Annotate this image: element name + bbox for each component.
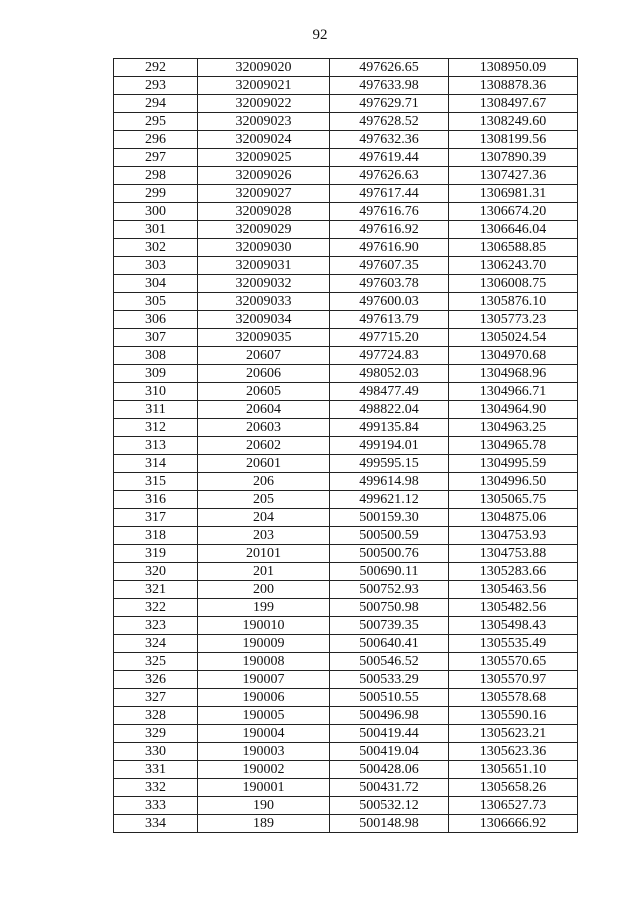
x-coordinate-cell: 497600.03 — [330, 293, 449, 311]
point-id-cell: 20604 — [198, 401, 330, 419]
x-coordinate-cell: 500532.12 — [330, 797, 449, 815]
y-coordinate-cell: 1306588.85 — [449, 239, 578, 257]
table-row — [114, 239, 578, 257]
x-coordinate-cell: 497616.92 — [330, 221, 449, 239]
y-coordinate-cell: 1305535.49 — [449, 635, 578, 653]
table-row — [114, 527, 578, 545]
row-index-cell: 310 — [114, 383, 198, 401]
x-coordinate-cell: 500500.59 — [330, 527, 449, 545]
y-coordinate-cell: 1305482.56 — [449, 599, 578, 617]
table-row — [114, 401, 578, 419]
point-id-cell: 32009028 — [198, 203, 330, 221]
table-row — [114, 365, 578, 383]
x-coordinate-cell: 500690.11 — [330, 563, 449, 581]
x-coordinate-cell: 497607.35 — [330, 257, 449, 275]
table-row — [114, 293, 578, 311]
row-index-cell: 329 — [114, 725, 198, 743]
table-row — [114, 815, 578, 833]
x-coordinate-cell: 497613.79 — [330, 311, 449, 329]
table-row — [114, 617, 578, 635]
table-row — [114, 113, 578, 131]
table-row — [114, 275, 578, 293]
row-index-cell: 326 — [114, 671, 198, 689]
point-id-cell: 190003 — [198, 743, 330, 761]
point-id-cell: 32009031 — [198, 257, 330, 275]
y-coordinate-cell: 1305570.97 — [449, 671, 578, 689]
table-row — [114, 491, 578, 509]
row-index-cell: 301 — [114, 221, 198, 239]
point-id-cell: 20606 — [198, 365, 330, 383]
table-row — [114, 131, 578, 149]
point-id-cell: 32009030 — [198, 239, 330, 257]
row-index-cell: 327 — [114, 689, 198, 707]
row-index-cell: 320 — [114, 563, 198, 581]
y-coordinate-cell: 1304875.06 — [449, 509, 578, 527]
point-id-cell: 190006 — [198, 689, 330, 707]
y-coordinate-cell: 1304965.78 — [449, 437, 578, 455]
x-coordinate-cell: 497616.90 — [330, 239, 449, 257]
row-index-cell: 317 — [114, 509, 198, 527]
row-index-cell: 306 — [114, 311, 198, 329]
y-coordinate-cell: 1304966.71 — [449, 383, 578, 401]
y-coordinate-cell: 1308878.36 — [449, 77, 578, 95]
y-coordinate-cell: 1306674.20 — [449, 203, 578, 221]
row-index-cell: 292 — [114, 59, 198, 77]
table-row — [114, 599, 578, 617]
row-index-cell: 315 — [114, 473, 198, 491]
row-index-cell: 307 — [114, 329, 198, 347]
y-coordinate-cell: 1304995.59 — [449, 455, 578, 473]
row-index-cell: 313 — [114, 437, 198, 455]
row-index-cell: 322 — [114, 599, 198, 617]
y-coordinate-cell: 1304963.25 — [449, 419, 578, 437]
table-row — [114, 581, 578, 599]
table-row — [114, 725, 578, 743]
x-coordinate-cell: 497626.63 — [330, 167, 449, 185]
point-id-cell: 32009033 — [198, 293, 330, 311]
y-coordinate-cell: 1304996.50 — [449, 473, 578, 491]
y-coordinate-cell: 1305578.68 — [449, 689, 578, 707]
point-id-cell: 20607 — [198, 347, 330, 365]
y-coordinate-cell: 1308249.60 — [449, 113, 578, 131]
x-coordinate-cell: 500500.76 — [330, 545, 449, 563]
row-index-cell: 314 — [114, 455, 198, 473]
row-index-cell: 325 — [114, 653, 198, 671]
table-row — [114, 563, 578, 581]
point-id-cell: 32009035 — [198, 329, 330, 347]
point-id-cell: 20601 — [198, 455, 330, 473]
x-coordinate-cell: 499194.01 — [330, 437, 449, 455]
row-index-cell: 331 — [114, 761, 198, 779]
x-coordinate-cell: 498822.04 — [330, 401, 449, 419]
x-coordinate-cell: 497632.36 — [330, 131, 449, 149]
point-id-cell: 200 — [198, 581, 330, 599]
row-index-cell: 324 — [114, 635, 198, 653]
table-row — [114, 347, 578, 365]
point-id-cell: 32009020 — [198, 59, 330, 77]
x-coordinate-cell: 500148.98 — [330, 815, 449, 833]
row-index-cell: 308 — [114, 347, 198, 365]
x-coordinate-cell: 499621.12 — [330, 491, 449, 509]
y-coordinate-cell: 1308497.67 — [449, 95, 578, 113]
y-coordinate-cell: 1307890.39 — [449, 149, 578, 167]
point-id-cell: 203 — [198, 527, 330, 545]
x-coordinate-cell: 500496.98 — [330, 707, 449, 725]
y-coordinate-cell: 1306666.92 — [449, 815, 578, 833]
x-coordinate-cell: 497633.98 — [330, 77, 449, 95]
table-row — [114, 635, 578, 653]
point-id-cell: 20603 — [198, 419, 330, 437]
point-id-cell: 32009034 — [198, 311, 330, 329]
table-row — [114, 707, 578, 725]
row-index-cell: 302 — [114, 239, 198, 257]
y-coordinate-cell: 1305658.26 — [449, 779, 578, 797]
y-coordinate-cell: 1304970.68 — [449, 347, 578, 365]
x-coordinate-cell: 499135.84 — [330, 419, 449, 437]
row-index-cell: 294 — [114, 95, 198, 113]
x-coordinate-cell: 500752.93 — [330, 581, 449, 599]
point-id-cell: 32009025 — [198, 149, 330, 167]
point-id-cell: 20101 — [198, 545, 330, 563]
x-coordinate-cell: 500510.55 — [330, 689, 449, 707]
point-id-cell: 201 — [198, 563, 330, 581]
x-coordinate-cell: 497628.52 — [330, 113, 449, 131]
x-coordinate-cell: 500428.06 — [330, 761, 449, 779]
row-index-cell: 330 — [114, 743, 198, 761]
table-row — [114, 59, 578, 77]
row-index-cell: 295 — [114, 113, 198, 131]
point-id-cell: 32009026 — [198, 167, 330, 185]
x-coordinate-cell: 500750.98 — [330, 599, 449, 617]
row-index-cell: 305 — [114, 293, 198, 311]
x-coordinate-cell: 500159.30 — [330, 509, 449, 527]
point-id-cell: 32009029 — [198, 221, 330, 239]
table-row — [114, 437, 578, 455]
coordinates-table — [113, 58, 578, 833]
x-coordinate-cell: 500533.29 — [330, 671, 449, 689]
y-coordinate-cell: 1304968.96 — [449, 365, 578, 383]
y-coordinate-cell: 1307427.36 — [449, 167, 578, 185]
table-row — [114, 779, 578, 797]
point-id-cell: 190 — [198, 797, 330, 815]
point-id-cell: 32009021 — [198, 77, 330, 95]
x-coordinate-cell: 497715.20 — [330, 329, 449, 347]
point-id-cell: 190001 — [198, 779, 330, 797]
y-coordinate-cell: 1308950.09 — [449, 59, 578, 77]
y-coordinate-cell: 1306646.04 — [449, 221, 578, 239]
point-id-cell: 189 — [198, 815, 330, 833]
x-coordinate-cell: 500419.44 — [330, 725, 449, 743]
table-row — [114, 311, 578, 329]
x-coordinate-cell: 500431.72 — [330, 779, 449, 797]
x-coordinate-cell: 500419.04 — [330, 743, 449, 761]
y-coordinate-cell: 1305623.36 — [449, 743, 578, 761]
row-index-cell: 298 — [114, 167, 198, 185]
y-coordinate-cell: 1305623.21 — [449, 725, 578, 743]
y-coordinate-cell: 1305590.16 — [449, 707, 578, 725]
x-coordinate-cell: 497617.44 — [330, 185, 449, 203]
table-row — [114, 77, 578, 95]
x-coordinate-cell: 497616.76 — [330, 203, 449, 221]
point-id-cell: 190010 — [198, 617, 330, 635]
row-index-cell: 323 — [114, 617, 198, 635]
y-coordinate-cell: 1306981.31 — [449, 185, 578, 203]
row-index-cell: 300 — [114, 203, 198, 221]
y-coordinate-cell: 1305651.10 — [449, 761, 578, 779]
point-id-cell: 190004 — [198, 725, 330, 743]
x-coordinate-cell: 499595.15 — [330, 455, 449, 473]
point-id-cell: 32009022 — [198, 95, 330, 113]
y-coordinate-cell: 1305876.10 — [449, 293, 578, 311]
y-coordinate-cell: 1305570.65 — [449, 653, 578, 671]
x-coordinate-cell: 497629.71 — [330, 95, 449, 113]
table-row — [114, 203, 578, 221]
table-row — [114, 509, 578, 527]
point-id-cell: 32009023 — [198, 113, 330, 131]
point-id-cell: 199 — [198, 599, 330, 617]
point-id-cell: 20605 — [198, 383, 330, 401]
table-row — [114, 167, 578, 185]
y-coordinate-cell: 1305065.75 — [449, 491, 578, 509]
point-id-cell: 190008 — [198, 653, 330, 671]
row-index-cell: 303 — [114, 257, 198, 275]
point-id-cell: 190002 — [198, 761, 330, 779]
table-row — [114, 95, 578, 113]
table-row — [114, 329, 578, 347]
row-index-cell: 321 — [114, 581, 198, 599]
x-coordinate-cell: 499614.98 — [330, 473, 449, 491]
y-coordinate-cell: 1306527.73 — [449, 797, 578, 815]
row-index-cell: 328 — [114, 707, 198, 725]
row-index-cell: 296 — [114, 131, 198, 149]
row-index-cell: 297 — [114, 149, 198, 167]
table-row — [114, 383, 578, 401]
point-id-cell: 32009027 — [198, 185, 330, 203]
row-index-cell: 312 — [114, 419, 198, 437]
row-index-cell: 334 — [114, 815, 198, 833]
y-coordinate-cell: 1305463.56 — [449, 581, 578, 599]
table-row — [114, 761, 578, 779]
point-id-cell: 32009024 — [198, 131, 330, 149]
row-index-cell: 318 — [114, 527, 198, 545]
coordinates-table-body — [114, 59, 578, 833]
y-coordinate-cell: 1305773.23 — [449, 311, 578, 329]
y-coordinate-cell: 1305024.54 — [449, 329, 578, 347]
x-coordinate-cell: 498477.49 — [330, 383, 449, 401]
x-coordinate-cell: 500546.52 — [330, 653, 449, 671]
table-row — [114, 671, 578, 689]
row-index-cell: 309 — [114, 365, 198, 383]
table-row — [114, 473, 578, 491]
table-row — [114, 545, 578, 563]
row-index-cell: 299 — [114, 185, 198, 203]
row-index-cell: 311 — [114, 401, 198, 419]
point-id-cell: 190007 — [198, 671, 330, 689]
y-coordinate-cell: 1304753.93 — [449, 527, 578, 545]
point-id-cell: 205 — [198, 491, 330, 509]
row-index-cell: 304 — [114, 275, 198, 293]
row-index-cell: 333 — [114, 797, 198, 815]
x-coordinate-cell: 498052.03 — [330, 365, 449, 383]
x-coordinate-cell: 500739.35 — [330, 617, 449, 635]
point-id-cell: 204 — [198, 509, 330, 527]
y-coordinate-cell: 1306243.70 — [449, 257, 578, 275]
x-coordinate-cell: 497626.65 — [330, 59, 449, 77]
point-id-cell: 20602 — [198, 437, 330, 455]
table-row — [114, 653, 578, 671]
table-row — [114, 419, 578, 437]
row-index-cell: 319 — [114, 545, 198, 563]
table-row — [114, 455, 578, 473]
table-row — [114, 689, 578, 707]
table-row — [114, 221, 578, 239]
x-coordinate-cell: 500640.41 — [330, 635, 449, 653]
y-coordinate-cell: 1304753.88 — [449, 545, 578, 563]
table-row — [114, 797, 578, 815]
point-id-cell: 32009032 — [198, 275, 330, 293]
table-row — [114, 185, 578, 203]
y-coordinate-cell: 1306008.75 — [449, 275, 578, 293]
point-id-cell: 190005 — [198, 707, 330, 725]
x-coordinate-cell: 497619.44 — [330, 149, 449, 167]
point-id-cell: 206 — [198, 473, 330, 491]
y-coordinate-cell: 1304964.90 — [449, 401, 578, 419]
table-row — [114, 743, 578, 761]
row-index-cell: 293 — [114, 77, 198, 95]
y-coordinate-cell: 1305498.43 — [449, 617, 578, 635]
page-number: 92 — [312, 27, 328, 43]
y-coordinate-cell: 1305283.66 — [449, 563, 578, 581]
x-coordinate-cell: 497724.83 — [330, 347, 449, 365]
y-coordinate-cell: 1308199.56 — [449, 131, 578, 149]
row-index-cell: 316 — [114, 491, 198, 509]
table-row — [114, 149, 578, 167]
point-id-cell: 190009 — [198, 635, 330, 653]
x-coordinate-cell: 497603.78 — [330, 275, 449, 293]
table-row — [114, 257, 578, 275]
row-index-cell: 332 — [114, 779, 198, 797]
